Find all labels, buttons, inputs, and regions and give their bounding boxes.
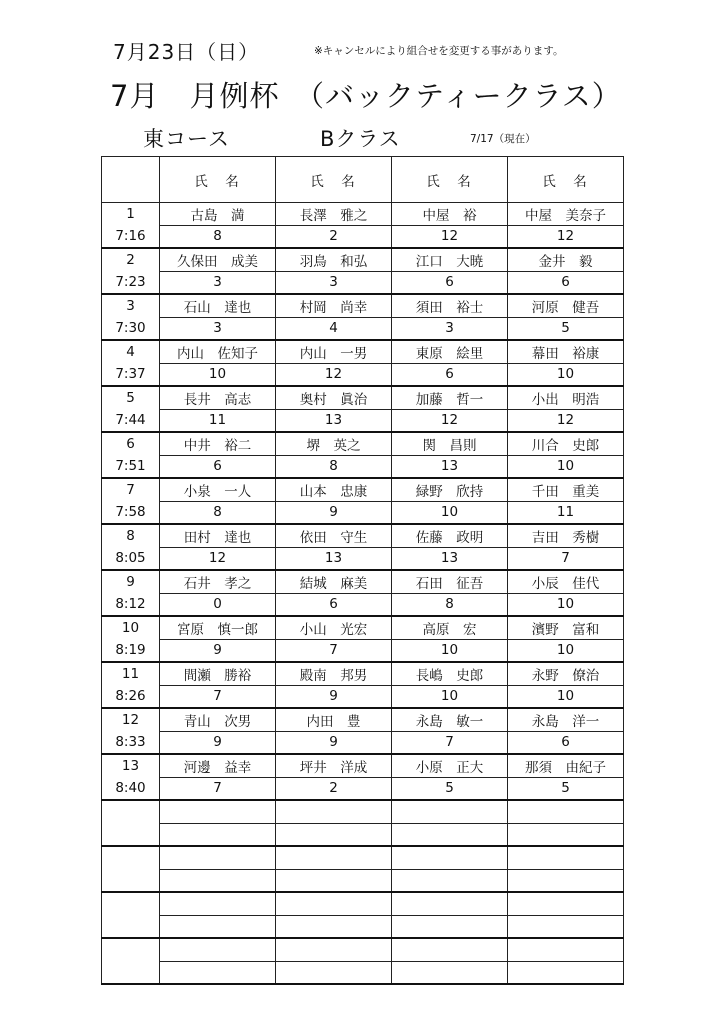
player-handicap: 5 — [392, 777, 508, 800]
name-header: 氏 名 — [276, 157, 392, 203]
empty-cell — [160, 915, 276, 938]
player-name: 長澤 雅之 — [276, 203, 392, 226]
player-handicap: 12 — [276, 363, 392, 386]
empty-cell — [160, 823, 276, 846]
player-handicap: 3 — [392, 317, 508, 340]
tee-time: 8:26 — [102, 685, 160, 708]
tee-time: 8:40 — [102, 777, 160, 800]
empty-cell — [276, 800, 392, 823]
player-handicap: 10 — [508, 363, 624, 386]
name-header: 氏 名 — [160, 157, 276, 203]
tee-time: 7:23 — [102, 271, 160, 294]
player-name: 坪井 洋成 — [276, 754, 392, 777]
player-handicap: 9 — [160, 731, 276, 754]
player-name: 古島 満 — [160, 203, 276, 226]
empty-label-cell — [102, 869, 160, 892]
player-name: 宮原 慎一郎 — [160, 616, 276, 639]
empty-cell — [160, 961, 276, 984]
page-title: 7月 月例杯 （バックティークラス） — [110, 79, 622, 113]
player-name: 久保田 成美 — [160, 248, 276, 271]
group-score-row — [102, 777, 624, 800]
player-handicap: 8 — [160, 501, 276, 524]
player-handicap: 9 — [276, 501, 392, 524]
empty-cell — [508, 892, 624, 915]
player-name: 須田 裕士 — [392, 294, 508, 317]
empty-label-cell — [102, 961, 160, 984]
player-name: 佐藤 政明 — [392, 524, 508, 547]
player-name: 中屋 美奈子 — [508, 203, 624, 226]
player-handicap: 12 — [160, 547, 276, 570]
cancellation-notice: ※キャンセルにより組合せを変更する事があります。 — [314, 45, 564, 57]
tee-time: 8:12 — [102, 593, 160, 616]
player-handicap: 6 — [392, 363, 508, 386]
player-name: 加藤 哲一 — [392, 386, 508, 409]
player-handicap: 2 — [276, 225, 392, 248]
empty-cell — [160, 846, 276, 869]
tee-time: 7:51 — [102, 455, 160, 478]
player-name: 内田 豊 — [276, 708, 392, 731]
player-handicap: 3 — [160, 271, 276, 294]
player-name: 堺 英之 — [276, 432, 392, 455]
player-name: 依田 守生 — [276, 524, 392, 547]
group-score-row — [102, 685, 624, 708]
empty-group-row — [102, 869, 624, 892]
pairing-table — [101, 156, 624, 985]
group-score-row — [102, 731, 624, 754]
player-handicap: 10 — [508, 455, 624, 478]
event-date: 7月23日（日） — [113, 40, 260, 64]
group-name-row — [102, 524, 624, 547]
pairing-table-body — [102, 157, 624, 985]
player-name: 青山 次男 — [160, 708, 276, 731]
name-header: 氏 名 — [392, 157, 508, 203]
group-name-row — [102, 294, 624, 317]
group-number: 2 — [102, 248, 160, 271]
player-handicap: 13 — [392, 455, 508, 478]
group-number: 1 — [102, 203, 160, 226]
empty-cell — [276, 961, 392, 984]
player-name: 殿南 邦男 — [276, 662, 392, 685]
class-name: Bクラス — [320, 127, 401, 151]
tee-time: 7:16 — [102, 225, 160, 248]
group-score-row — [102, 547, 624, 570]
player-name: 那須 由紀子 — [508, 754, 624, 777]
group-number: 6 — [102, 432, 160, 455]
as-of-date: 7/17（現在） — [470, 133, 536, 145]
tee-time: 8:05 — [102, 547, 160, 570]
group-name-row — [102, 340, 624, 363]
group-score-row — [102, 409, 624, 432]
player-handicap: 10 — [392, 685, 508, 708]
player-handicap: 7 — [508, 547, 624, 570]
player-handicap: 3 — [160, 317, 276, 340]
empty-cell — [508, 961, 624, 984]
empty-label-cell — [102, 846, 160, 869]
player-name: 内山 佐知子 — [160, 340, 276, 363]
player-handicap: 10 — [392, 501, 508, 524]
tee-time: 8:19 — [102, 639, 160, 662]
player-handicap: 9 — [276, 685, 392, 708]
player-handicap: 9 — [160, 639, 276, 662]
group-number: 12 — [102, 708, 160, 731]
player-handicap: 12 — [508, 409, 624, 432]
empty-group-row — [102, 846, 624, 869]
empty-label-cell — [102, 823, 160, 846]
empty-group-row — [102, 961, 624, 984]
empty-cell — [276, 869, 392, 892]
player-handicap: 3 — [276, 271, 392, 294]
tee-time: 7:30 — [102, 317, 160, 340]
group-name-row — [102, 616, 624, 639]
player-name: 石山 達也 — [160, 294, 276, 317]
player-name: 永島 洋一 — [508, 708, 624, 731]
group-number: 5 — [102, 386, 160, 409]
player-handicap: 4 — [276, 317, 392, 340]
player-handicap: 6 — [508, 271, 624, 294]
group-score-row — [102, 317, 624, 340]
empty-cell — [392, 938, 508, 961]
empty-group-row — [102, 823, 624, 846]
empty-cell — [160, 869, 276, 892]
group-score-row — [102, 225, 624, 248]
empty-cell — [160, 800, 276, 823]
group-name-row — [102, 203, 624, 226]
player-handicap: 10 — [160, 363, 276, 386]
group-number: 10 — [102, 616, 160, 639]
player-name: 内山 一男 — [276, 340, 392, 363]
empty-group-row — [102, 938, 624, 961]
empty-cell — [392, 823, 508, 846]
player-handicap: 2 — [276, 777, 392, 800]
group-number: 9 — [102, 570, 160, 593]
empty-cell — [276, 846, 392, 869]
player-name: 村岡 尚幸 — [276, 294, 392, 317]
group-score-row — [102, 501, 624, 524]
empty-label-cell — [102, 800, 160, 823]
player-handicap: 8 — [160, 225, 276, 248]
player-handicap: 5 — [508, 317, 624, 340]
player-name: 金井 毅 — [508, 248, 624, 271]
player-handicap: 10 — [508, 685, 624, 708]
group-name-row — [102, 248, 624, 271]
player-name: 千田 重美 — [508, 478, 624, 501]
group-number: 3 — [102, 294, 160, 317]
empty-cell — [508, 869, 624, 892]
empty-group-row — [102, 800, 624, 823]
player-name: 永島 敏一 — [392, 708, 508, 731]
empty-cell — [392, 961, 508, 984]
group-score-row — [102, 271, 624, 294]
player-name: 石田 征吾 — [392, 570, 508, 593]
empty-cell — [392, 846, 508, 869]
group-number: 7 — [102, 478, 160, 501]
header-row — [102, 157, 624, 203]
empty-cell — [392, 800, 508, 823]
header-blank-cell — [102, 157, 160, 203]
group-number: 4 — [102, 340, 160, 363]
empty-label-cell — [102, 892, 160, 915]
player-name: 結城 麻美 — [276, 570, 392, 593]
empty-cell — [160, 892, 276, 915]
player-handicap: 7 — [160, 777, 276, 800]
player-name: 長嶋 史郎 — [392, 662, 508, 685]
player-handicap: 10 — [392, 639, 508, 662]
player-name: 江口 大暁 — [392, 248, 508, 271]
player-name: 永野 僚治 — [508, 662, 624, 685]
group-name-row — [102, 478, 624, 501]
group-number: 11 — [102, 662, 160, 685]
player-name: 河邊 益幸 — [160, 754, 276, 777]
player-name: 奥村 眞治 — [276, 386, 392, 409]
player-name: 吉田 秀樹 — [508, 524, 624, 547]
group-score-row — [102, 593, 624, 616]
empty-label-cell — [102, 915, 160, 938]
tee-time: 7:37 — [102, 363, 160, 386]
empty-cell — [392, 892, 508, 915]
group-name-row — [102, 662, 624, 685]
player-name: 田村 達也 — [160, 524, 276, 547]
player-handicap: 6 — [160, 455, 276, 478]
player-handicap: 8 — [392, 593, 508, 616]
empty-cell — [160, 938, 276, 961]
player-handicap: 12 — [392, 225, 508, 248]
player-name: 中井 裕二 — [160, 432, 276, 455]
empty-cell — [508, 823, 624, 846]
group-name-row — [102, 386, 624, 409]
group-score-row — [102, 639, 624, 662]
group-name-row — [102, 708, 624, 731]
player-name: 小辰 佳代 — [508, 570, 624, 593]
player-handicap: 12 — [392, 409, 508, 432]
player-name: 間瀬 勝裕 — [160, 662, 276, 685]
player-handicap: 0 — [160, 593, 276, 616]
player-handicap: 7 — [160, 685, 276, 708]
player-handicap: 10 — [508, 639, 624, 662]
player-handicap: 9 — [276, 731, 392, 754]
group-name-row — [102, 570, 624, 593]
player-handicap: 8 — [276, 455, 392, 478]
tee-time: 8:33 — [102, 731, 160, 754]
player-name: 東原 絵里 — [392, 340, 508, 363]
tee-time: 7:44 — [102, 409, 160, 432]
empty-cell — [508, 915, 624, 938]
player-handicap: 6 — [508, 731, 624, 754]
empty-cell — [276, 892, 392, 915]
empty-group-row — [102, 892, 624, 915]
player-handicap: 13 — [276, 409, 392, 432]
player-name: 長井 高志 — [160, 386, 276, 409]
empty-cell — [508, 800, 624, 823]
empty-cell — [392, 915, 508, 938]
player-name: 関 昌則 — [392, 432, 508, 455]
player-handicap: 7 — [392, 731, 508, 754]
group-score-row — [102, 455, 624, 478]
group-number: 8 — [102, 524, 160, 547]
player-handicap: 12 — [508, 225, 624, 248]
empty-cell — [276, 915, 392, 938]
player-handicap: 13 — [276, 547, 392, 570]
group-name-row — [102, 432, 624, 455]
group-score-row — [102, 363, 624, 386]
player-name: 濱野 富和 — [508, 616, 624, 639]
player-name: 小泉 一人 — [160, 478, 276, 501]
player-handicap: 6 — [276, 593, 392, 616]
tee-time: 7:58 — [102, 501, 160, 524]
player-handicap: 7 — [276, 639, 392, 662]
player-name: 川合 史郎 — [508, 432, 624, 455]
group-number: 13 — [102, 754, 160, 777]
player-handicap: 11 — [160, 409, 276, 432]
empty-group-row — [102, 915, 624, 938]
empty-cell — [392, 869, 508, 892]
player-name: 小出 明浩 — [508, 386, 624, 409]
empty-cell — [508, 846, 624, 869]
empty-cell — [276, 938, 392, 961]
player-name: 緑野 欣持 — [392, 478, 508, 501]
empty-cell — [276, 823, 392, 846]
player-name: 河原 健吾 — [508, 294, 624, 317]
empty-label-cell — [102, 938, 160, 961]
player-name: 石井 孝之 — [160, 570, 276, 593]
name-header: 氏 名 — [508, 157, 624, 203]
player-handicap: 6 — [392, 271, 508, 294]
player-name: 山本 忠康 — [276, 478, 392, 501]
player-handicap: 5 — [508, 777, 624, 800]
player-name: 小山 光宏 — [276, 616, 392, 639]
course-name: 東コース — [143, 127, 230, 151]
player-name: 中屋 裕 — [392, 203, 508, 226]
player-handicap: 10 — [508, 593, 624, 616]
player-name: 小原 正大 — [392, 754, 508, 777]
player-name: 幕田 裕康 — [508, 340, 624, 363]
player-name: 高原 宏 — [392, 616, 508, 639]
group-name-row — [102, 754, 624, 777]
player-name: 羽鳥 和弘 — [276, 248, 392, 271]
empty-cell — [508, 938, 624, 961]
player-handicap: 13 — [392, 547, 508, 570]
player-handicap: 11 — [508, 501, 624, 524]
